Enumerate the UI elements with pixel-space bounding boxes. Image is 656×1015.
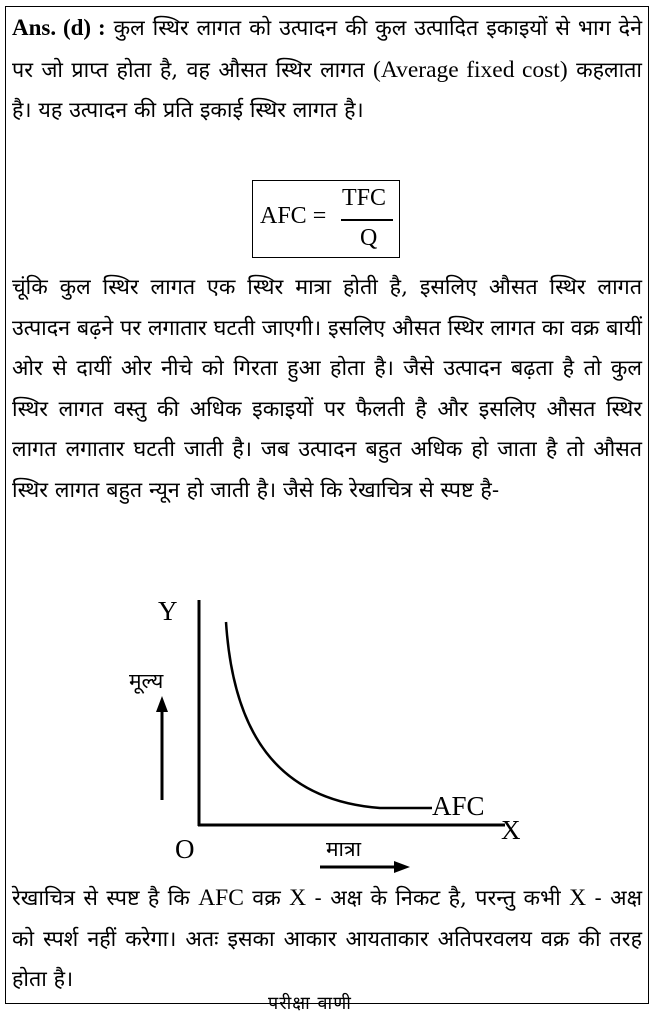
afc-curve-label: AFC (432, 791, 485, 821)
y-quantity-label: मूल्य (129, 669, 164, 693)
footer-text: परीक्षा वाणी (268, 993, 352, 1014)
afc-curve (226, 622, 432, 808)
formula-denominator: Q (360, 225, 378, 251)
origin-label: O (175, 834, 195, 864)
clipped-footer-text (268, 993, 468, 1014)
p3-text-b: वक्र (243, 886, 290, 911)
y-axis-label: Y (158, 596, 178, 626)
x-axis-label: X (501, 815, 521, 845)
p1-english-term: (Average fixed cost) (373, 56, 568, 83)
y-arrow-head (156, 696, 168, 712)
p1-text-a: कुल स्थिर लागत को उत्पादन की कुल उत्पादित इकाइयों से भाग देने पर जो प्राप्त होता है, वह औसत स्थिर लागत (12, 16, 643, 83)
answer-label: Ans. (d) : (12, 15, 106, 40)
p3-x-2: X (569, 885, 587, 911)
p1-text-b: कहलाता है। यह उत्पादन की प्रति इकाई स्थिर लागत है। (12, 57, 643, 123)
x-arrow-head (394, 861, 410, 873)
p3-text-c: - अक्ष के निकट है, परन्तु कभी (306, 886, 570, 911)
p3-text-a: रेखाचित्र से स्पष्ट है कि (12, 886, 199, 911)
answer-paragraph-2: चूंकि कुल स्थिर लागत एक स्थिर मात्रा होती है, इसलिए औसत स्थिर लागत उत्पादन बढ़ने पर लगातार घटती जाएगी। इसलिए औसत स्थिर लागत का वक्र बायीं ओर से दायीं ओर नीचे को गिरता हुआ होता है। जैसे उत्पादन बढ़ता है तो कुल स्थिर लागत वस्तु की अधिक इकाइयों पर फैलती है और इसलिए औसत स्थिर लागत लगातार घटती जाती है। जब उत्पादन बहुत अधिक हो जाता है तो औसत स्थिर लागत बहुत न्यून हो जाती है। जैसे कि रेखाचित्र से स्पष्ट है- (12, 275, 642, 503)
p3-x-1: X (289, 885, 307, 911)
p3-text-d: - अक्ष को स्पर्श नहीं करेगा। अतः इसका आकार आयताकार अतिपरवलय वक्र की तरह होता है। (12, 886, 643, 992)
formula-numerator: TFC (342, 185, 387, 211)
p3-afc: AFC (198, 885, 244, 911)
x-quantity-label: मात्रा (326, 837, 362, 861)
answer-paragraph-3 (12, 878, 642, 1001)
formula-lhs: AFC = (260, 203, 327, 229)
